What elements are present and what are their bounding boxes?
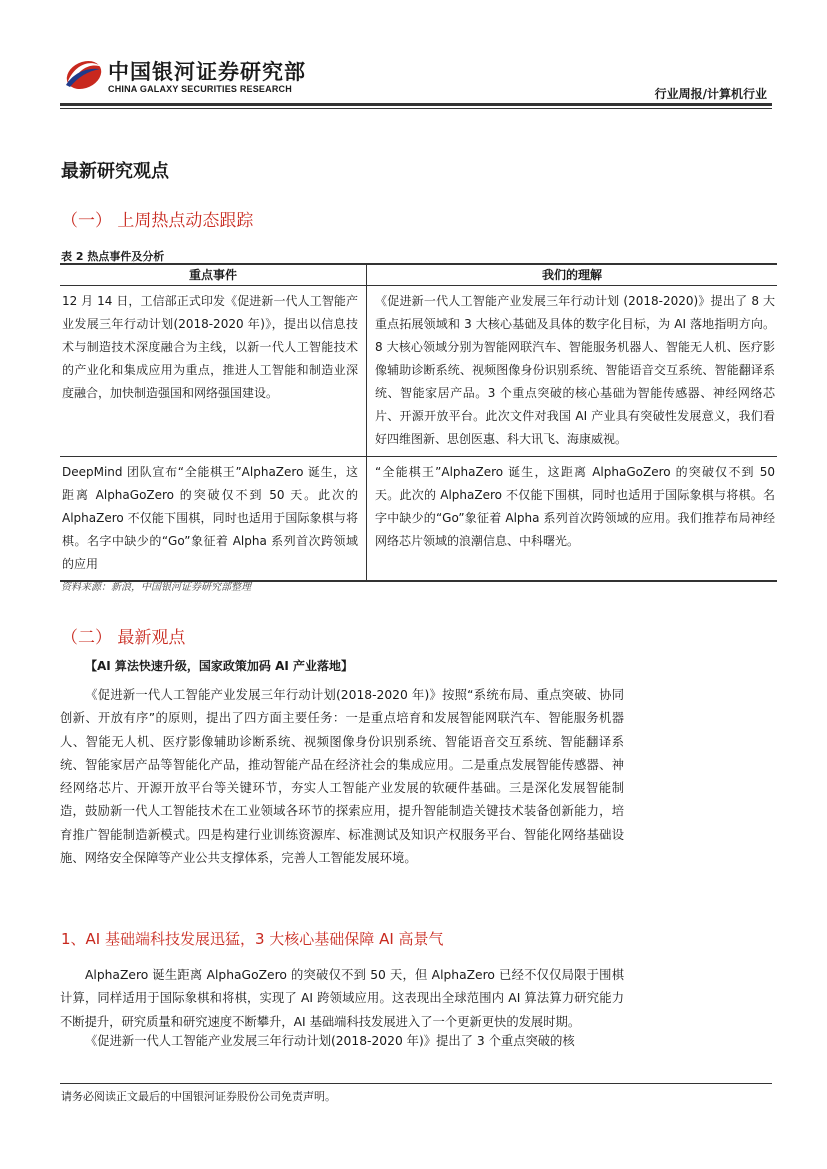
table-caption: 表 2 热点事件及分析 [61,250,165,263]
table-header-event: 重点事件 [60,264,367,286]
company-name-cn: 中国银河证券研究部 [108,60,306,84]
footer-disclaimer: 请务必阅读正文最后的中国银河证券股份公司免责声明。 [61,1090,336,1103]
table-row [60,286,777,457]
table-header-analysis: 我们的理解 [367,264,778,286]
header-divider-thin [60,108,772,109]
subsection-title-1: （一） 上周热点动态跟踪 [61,211,254,231]
highlight-heading: 【AI 算法快速升级，国家政策加码 AI 产业落地】 [85,659,354,673]
galaxy-logo-icon [62,55,104,95]
report-type: 行业周报/计算机行业 [654,87,767,101]
header-divider [60,103,772,106]
table-row [60,457,777,582]
table-header-row [60,264,777,286]
table-cell-analysis: “全能棋王”AlphaZero 诞生，这距离 AlphaGoZero 的突破仅不到 50 天。此次的 AlphaZero 不仅能下围棋，同时也适用于国际象棋与将棋。名字中缺少的“Go”象征着 Alpha 系列首次跨领域的应用。我们推荐布局神经网络芯片领域的浪潮信息、中科曙光。 [367,457,778,582]
table-cell-analysis: 《促进新一代人工智能产业发展三年行动计划 (2018-2020)》提出了 8 大重点拓展领域和 3 大核心基础及具体的数字化目标，为 AI 落地指明方向。8 大核心领域分别为智能网联汽车、智能服务机器人、智能无人机、医疗影像辅助诊断系统、视频图像身份识别系统、智能语音交互系统、智能翻译系统、智能家居产品。3 个重点突破的核心基础为智能传感器、神经网络芯片、开源开放平台。此次文件对我国 AI 产业具有突破性发展意义，我们看好四维图新、思创医惠、科大讯飞、海康威视。 [367,286,778,457]
body-paragraph-1 [60,684,624,870]
table-source: 资料来源：新浪，中国银河证券研究部整理 [61,582,251,593]
table-cell-event: DeepMind 团队宣布“全能棋王”AlphaZero 诞生，这距离 AlphaGoZero 的突破仅不到 50 天。此次的 AlphaZero 不仅能下围棋，同时也适用于国际象棋与将棋。名字中缺少的“Go”象征着 Alpha 系列首次跨领域的应用 [60,457,367,582]
body-paragraph-3 [60,1030,624,1053]
paragraph-text: 《促进新一代人工智能产业发展三年行动计划(2018-2020 年)》按照“系统布局、重点突破、协同创新、开放有序”的原则，提出了四方面主要任务：一是重点培育和发展智能网联汽车、智能服务机器人、智能无人机、医疗影像辅助诊断系统、视频图像身份识别系统、智能语音交互系统、智能翻译系统、智能家居产品等智能化产品，推动智能产品在经济社会的集成应用。二是重点发展智能传感器、神经网络芯片、开源开放平台等关键环节，夯实人工智能产业发展的软硬件基础。三是深化发展智能制造，鼓励新一代人工智能技术在工业领域各环节的探索应用，提升智能制造关键技术装备创新能力，培育推广智能制造新模式。四是构建行业训练资源库、标准测试及知识产权服务平台、智能化网络基础设施、网络安全保障等产业公共支撑体系，完善人工智能发展环境。 [60,688,624,866]
footer-divider [60,1083,772,1084]
body-paragraph-2 [60,964,624,1034]
section-title: 最新研究观点 [61,161,169,182]
company-name-en: CHINA GALAXY SECURITIES RESEARCH [108,84,292,94]
paragraph-text: AlphaZero 诞生距离 AlphaGoZero 的突破仅不到 50 天，但 AlphaZero 已经不仅仅局限于围棋计算，同样适用于国际象棋和将棋，实现了 AI 跨领域应用。这表现出全球范围内 AI 算法算力研究能力不断提升，研究质量和研究速度不断攀升，AI 基础端科技发展进入了一个更新更快的发展时期。 [60,968,624,1029]
subsection-title-2: （二） 最新观点 [61,628,186,648]
heading-1: 1、AI 基础端科技发展迅猛，3 大核心基础保障 AI 高景气 [61,930,444,948]
paragraph-text: 《促进新一代人工智能产业发展三年行动计划(2018-2020 年)》提出了 3 个重点突破的核 [85,1034,575,1048]
hot-events-table [60,263,777,582]
table-cell-event: 12 月 14 日，工信部正式印发《促进新一代人工智能产业发展三年行动计划(2018-2020 年)》，提出以信息技术与制造技术深度融合为主线，以新一代人工智能技术的产业化和集成应用为重点，推进人工智能和制造业深度融合，加快制造强国和网络强国建设。 [60,286,367,457]
